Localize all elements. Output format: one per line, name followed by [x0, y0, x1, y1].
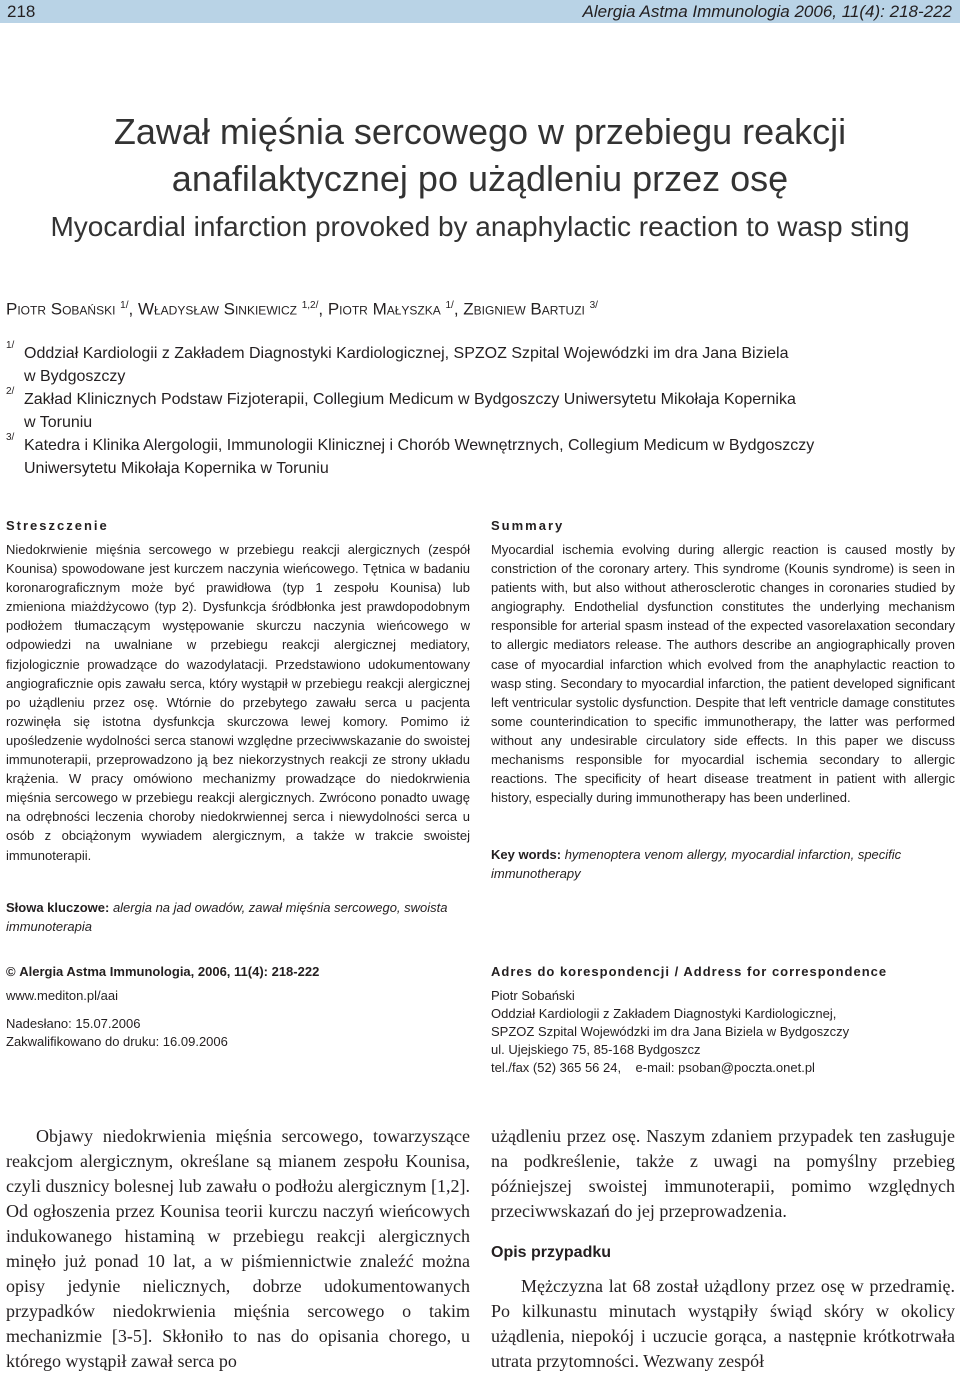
- author-name: Władysław Sinkiewicz: [137, 299, 297, 319]
- title-polish-line-2: anafilaktycznej po użądleniu przez osę: [171, 158, 789, 199]
- body-case-paragraph: Mężczyzna lat 68 został użądlony przez osę w przedramię. Po kilkunastu minutach wystąpiły świąd skóry w okolicy użądlenia, niepokój i uczucie gorąca, a następnie krótkotrwała utrata przytomności. Wezwany zespół: [491, 1276, 955, 1371]
- author-name: Piotr Małyszka: [327, 299, 441, 319]
- author-affiliation-mark: 1,2/: [301, 300, 319, 311]
- title-polish-line-1: Zawał mięśnia sercowego w przebiegu reakcji: [113, 111, 847, 152]
- correspondence-heading: Adres do korespondencji / Address for correspondence: [491, 964, 888, 979]
- author-affiliation-mark: 1/: [445, 300, 454, 311]
- correspondence-box: [491, 963, 955, 1077]
- title-english: Myocardial infarction provoked by anaphylactic reaction to wasp sting: [50, 211, 910, 242]
- keywords-value: hymenoptera venom allergy, myocardial infarction, specific immunotherapy: [491, 847, 902, 882]
- affiliation-line: Oddział Kardiologii z Zakładem Diagnostyki Kardiologicznej, SPZOZ Szpital Wojewódzki im dra Jana Biziela: [24, 345, 789, 362]
- affiliation-number: 2/: [6, 386, 15, 397]
- page-number: 218: [7, 2, 36, 21]
- correspondence-contact: tel./fax (52) 365 56 24, e-mail: psoban@poczta.onet.pl: [491, 1060, 815, 1075]
- author-affiliation-mark: 3/: [589, 300, 598, 311]
- affiliation-line: Zakład Klinicznych Podstaw Fizjoterapii, Collegium Medicum w Bydgoszczy Uniwersytetu Mikołaja Kopernika: [24, 391, 796, 408]
- affiliation-2: [24, 388, 950, 434]
- author-affiliation-mark: 1/: [120, 300, 129, 311]
- copyright-box: [6, 963, 470, 1051]
- author-name: Zbigniew Bartuzi: [463, 299, 585, 319]
- title-polish: [0, 108, 960, 202]
- affiliation-line: Katedra i Klinika Alergologii, Immunologii Klinicznej i Chorób Wewnętrznych, Collegium Medicum w Bydgoszczy: [24, 437, 815, 454]
- journal-citation: Alergia Astma Immunologia, 2006, 11(4): 218-222: [19, 964, 320, 979]
- summary-text: Myocardial ischemia evolving during allergic reaction is caused mostly by constriction of the coronary artery. This syndrome (Kounis syndrome) is seen in patients with, but also without atherosclerotic changes in coronaries studied by angiography. Endothelial dysfunction constitutes the underlying mechanism responsible for arterial spasm instead of the expected vasorelaxation secondary to allergic mediators release. The authors describe an angiographically proven case of myocardial infarction which evolved from the anaphylactic reaction to wasp sting. Secondary to myocardial infarction, the patient developed significant left ventricular systolic dysfunction. Despite that left ventricle damage constitutes some counterindication to specific immunotherapy, the latter was performed without any undesirable circulatory side effects. In this paper we discuss mechanisms responsible for myocardial ischemia secondary to allergic reactions. The specificity of heart disease treatment in patient with allergic history, especially during immunotherapy has been underlined.: [491, 542, 955, 806]
- keywords-label: Key words:: [491, 847, 562, 862]
- affiliation-3: [24, 434, 950, 480]
- keywords-label: Słowa kluczowe:: [6, 900, 110, 915]
- streszczenie-text: Niedokrwienie mięśnia sercowego w przebiegu reakcji alergicznych (zespół Kounisa) spowodowane jest kurczem naczynia wieńcowego. Tętnica w badaniu koronarograficznym może być prawidłowa (typ 1 zespołu Kounisa) lub zmieniona miażdżycowo (typ 2). Dysfunkcja śródbłonka jest prawdopodobnym podłożem tłumaczącym występowanie skurczu naczynia wieńcowego w odpowiedzi na uwalniane w przebiegu reakcji alergicznej mediatory, fizjologicznie prowadzące do wazodylatacji. Przedstawiono udokumentowany angiograficznie opis zawału serca, który wystąpił w przebiegu reakcji alergicznej po użądleniu przez osę. Wtórnie do przebytego zawału serca u pacjenta rozwinęła się istotna dysfunkcja skurczowa lewej komory. Pomimo iż upośledzenie wydolności serca stanowi względne przeciwwskazanie do swoistej immunoterapii, przeprowadzono ją bez niekorzystnych reakcji ze strony układu krążenia. W pracy omówiono mechanizmy prowadzące do niedokrwienia mięśnia sercowego w przebiegu reakcji alergicznych. Zwrócono ponadto uwagę na odrębności leczenia choroby niedokrwiennej serca i niewydolności serca u osób z obciążonym wywiadem alergicznym, a także w trakcie swoistej immunoterapii.: [6, 542, 470, 863]
- received-date: Nadesłano: 15.07.2006: [6, 1016, 141, 1031]
- author-list: Piotr Sobański $^{1/}$, Władysław Sinkiewicz $^{1,2/}$, Piotr Małyszka $^{1/}$, Zbigniew Bartuzi $^{3/}$: [6, 299, 598, 319]
- body-continuation-paragraph: użądleniu przez osę. Naszym zdaniem przypadek ten zasługuje na podkreślenie, także z uwagi na pomyślny przebieg późniejszej swoistej immunoterapii, pomimo względnych przeciwwskazań do jej przeprowadzenia.: [491, 1126, 955, 1221]
- affiliation-line: w Bydgoszczy: [24, 368, 126, 385]
- affiliation-1: [24, 342, 950, 388]
- accepted-date: Zakwalifikowano do druku: 16.09.2006: [6, 1034, 228, 1049]
- streszczenie-heading: Streszczenie: [6, 518, 109, 533]
- copyright-icon: ©: [6, 964, 16, 979]
- section-heading-case: Opis przypadku: [491, 1244, 612, 1261]
- affiliation-number: 3/: [6, 432, 15, 443]
- affiliation-line: w Toruniu: [24, 414, 93, 431]
- body-intro-paragraph: Objawy niedokrwienia mięśnia sercowego, towarzyszące reakcjom alergicznym, określane są mianem zespołu Kounisa, czyli dusznicy bolesnej lub zawału o podłożu alergicznym [1,2]. Od ogłoszenia przez Kounisa teorii kurczu naczyń wieńcowych indukowanego histaminą w przebiegu reakcji alergicznych minęło już ponad 10 lat, a w piśmiennictwie znaleźć można opisy jedynie nielicznych, dobrze udokumentowanych przypadków niedokrwienia mięśnia sercowego o takim mechanizmie [3-5]. Skłoniło to nas do opisania chorego, u którego wystąpił zawał serca po: [6, 1126, 470, 1371]
- author-name: Piotr Sobański: [6, 299, 116, 319]
- correspondence-line: Oddział Kardiologii z Zakładem Diagnostyki Kardiologicznej,: [491, 1006, 837, 1021]
- affiliation-line: Uniwersytetu Mikołaja Kopernika w Toruniu: [24, 460, 329, 477]
- journal-url: www.mediton.pl/aai: [6, 988, 118, 1003]
- keywords-value: alergia na jad owadów, zawał mięśnia sercowego, swoista immunoterapia: [6, 900, 448, 935]
- journal-reference: Alergia Astma Immunologia 2006, 11(4): 218-222: [582, 2, 952, 21]
- correspondence-line: SPZOZ Szpital Wojewódzki im dra Jana Biziela w Bydgoszczy: [491, 1024, 850, 1039]
- correspondence-line: ul. Ujejskiego 75, 85-168 Bydgoszcz: [491, 1042, 701, 1057]
- streszczenie-keywords: [6, 898, 470, 936]
- affiliation-number: 1/: [6, 340, 15, 351]
- summary-keywords: [491, 845, 955, 883]
- correspondence-name: Piotr Sobański: [491, 988, 575, 1003]
- summary-heading: Summary: [491, 518, 565, 533]
